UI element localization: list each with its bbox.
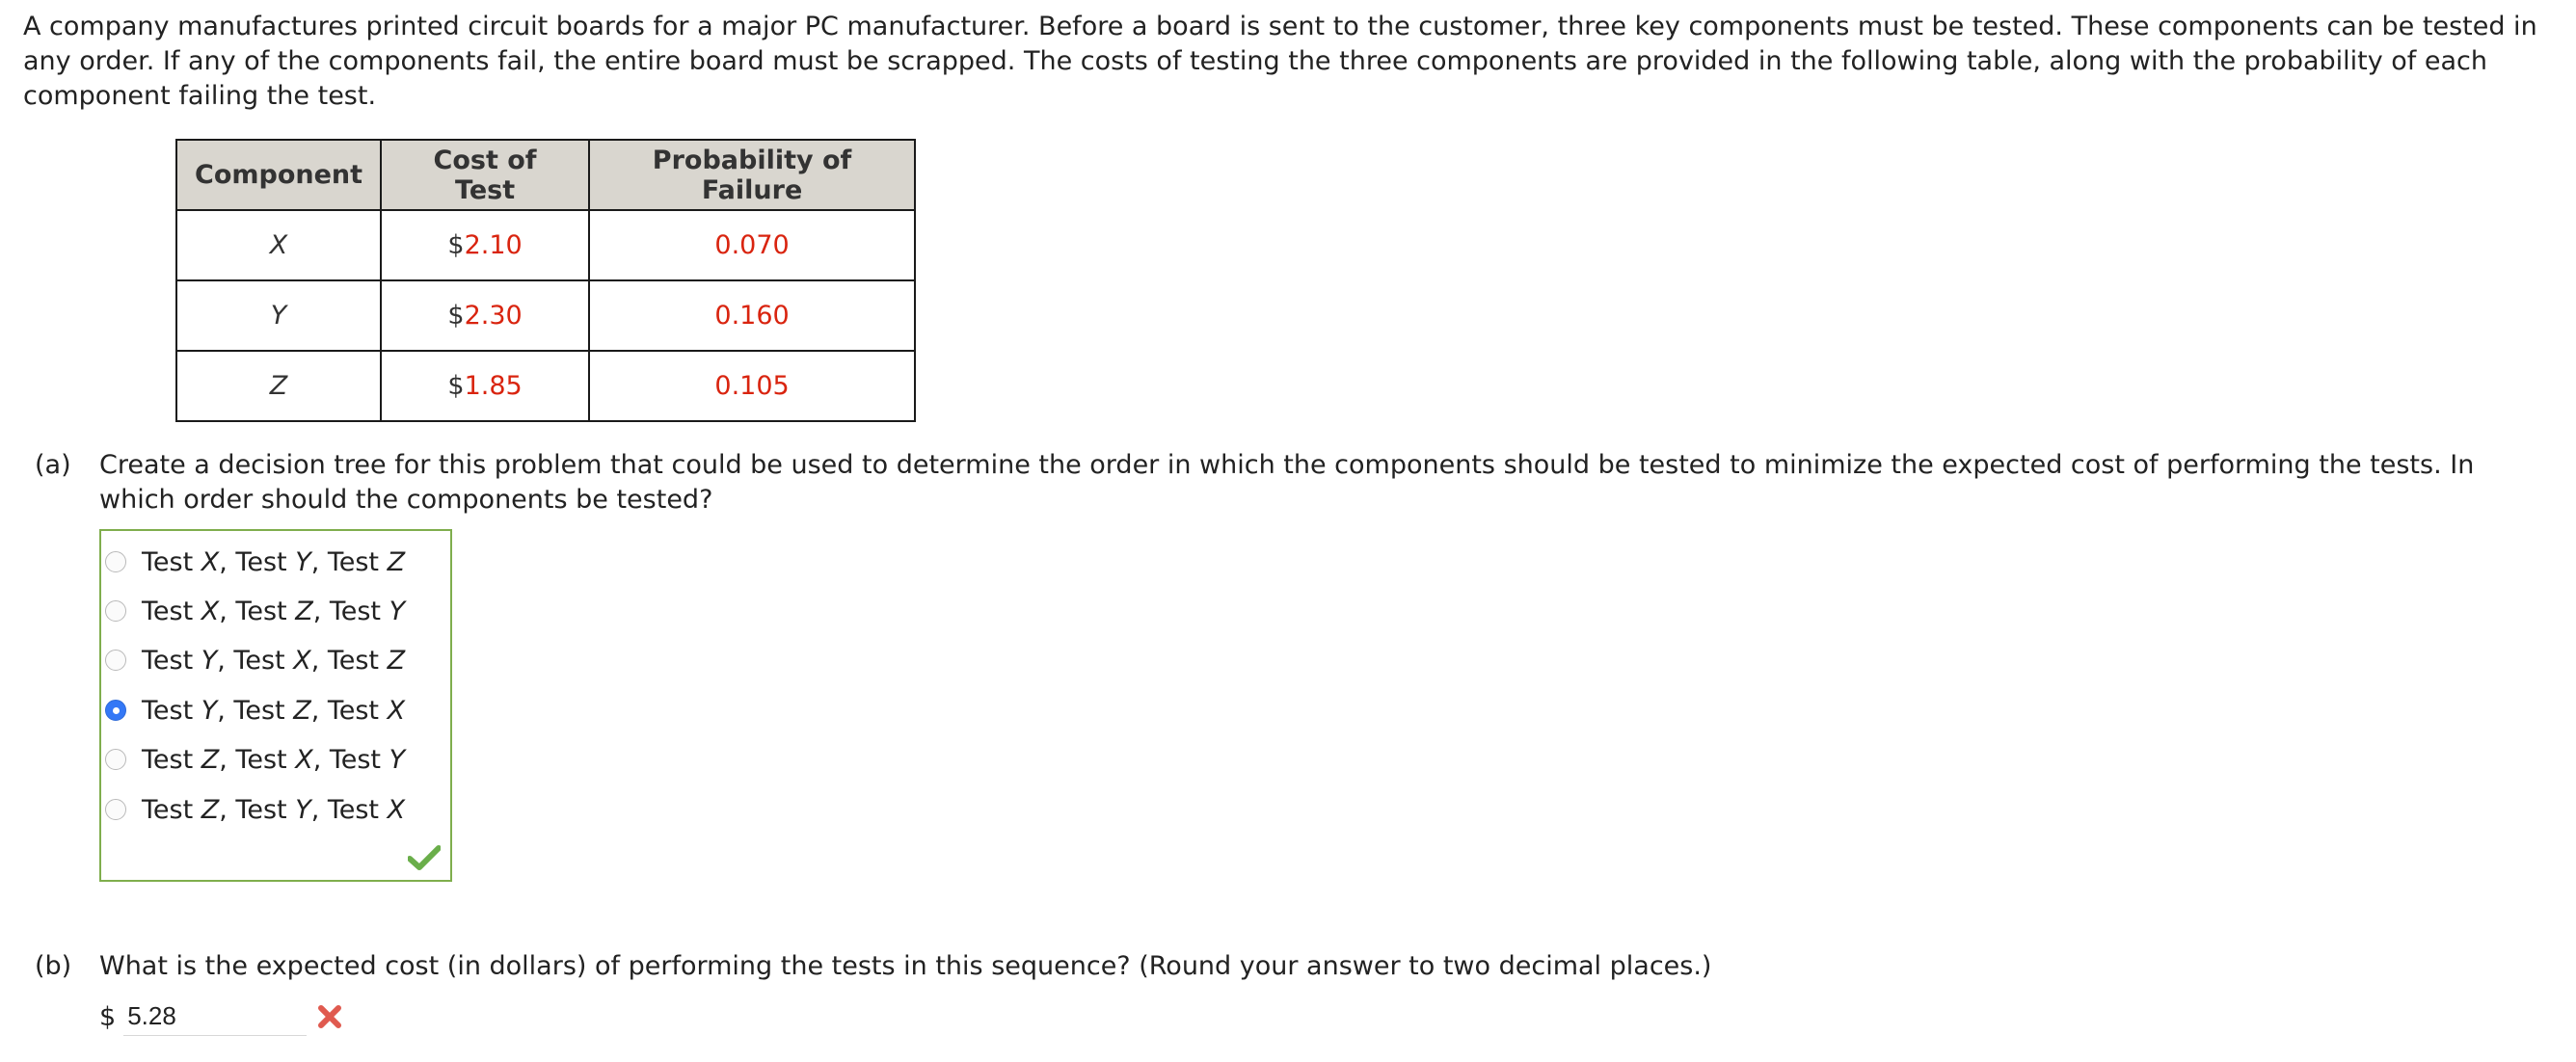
option-test-y-z-x[interactable] xyxy=(105,689,443,731)
component-test-table xyxy=(175,139,916,422)
part-a-question: Create a decision tree for this problem that could be used to determine the order in which the components should be tested to minimize the expected cost of performing the tests. In which order should the components be tested? xyxy=(99,450,2475,515)
option-label: Test X, Test Y, Test Z xyxy=(142,546,406,577)
cost-value: 1.85 xyxy=(464,371,523,401)
option-test-x-z-y[interactable] xyxy=(105,590,443,632)
expected-cost-input[interactable] xyxy=(123,997,307,1036)
option-label: Test X, Test Z, Test Y xyxy=(142,596,406,626)
header-cost-of-test: Cost of Test xyxy=(381,140,589,210)
option-test-z-y-x[interactable] xyxy=(105,788,443,831)
radio-button[interactable] xyxy=(105,650,126,671)
cost-currency: $ xyxy=(447,230,465,260)
radio-button[interactable] xyxy=(105,799,126,820)
component-cell xyxy=(176,351,381,421)
probability-cell xyxy=(589,280,915,351)
table-row xyxy=(176,210,915,280)
table-row xyxy=(176,351,915,421)
cost-cell xyxy=(381,210,589,280)
option-test-y-x-z[interactable] xyxy=(105,639,443,681)
component-name: Z xyxy=(269,371,288,401)
header-probability-of-failure: Probability of Failure xyxy=(589,140,915,210)
probability-cell xyxy=(589,210,915,280)
part-b-question: What is the expected cost (in dollars) of performing the tests in this sequence? (Round your answer to two decimal places.) xyxy=(99,951,1712,981)
probability-cell xyxy=(589,351,915,421)
part-b-tag: (b) xyxy=(35,951,72,981)
radio-button[interactable] xyxy=(105,600,126,622)
currency-symbol: $ xyxy=(99,1001,117,1032)
probability-value: 0.160 xyxy=(714,301,790,331)
part-a-tag: (a) xyxy=(35,450,71,480)
component-cell xyxy=(176,210,381,280)
cost-currency: $ xyxy=(447,301,465,331)
probability-value: 0.105 xyxy=(714,371,790,401)
problem-statement: A company manufactures printed circuit boards for a major PC manufacturer. Before a board is sent to the customer, three key components must be tested. These components can be tested in any order. If any of the components fail, the entire board must be scrapped. The costs of testing the three components are provided in the following table, along with the probability of each component failing the test. xyxy=(23,12,2537,111)
option-label: Test Z, Test X, Test Y xyxy=(142,744,406,775)
cost-value: 2.10 xyxy=(464,230,523,260)
component-name: Y xyxy=(270,301,287,331)
option-label: Test Y, Test X, Test Z xyxy=(142,645,406,676)
answer-options-box xyxy=(99,529,452,882)
option-test-x-y-z[interactable] xyxy=(105,541,443,583)
check-icon xyxy=(408,845,441,870)
header-component: Component xyxy=(176,140,381,210)
cost-currency: $ xyxy=(447,371,465,401)
part-b-answer-row xyxy=(99,996,343,1038)
component-cell xyxy=(176,280,381,351)
radio-button-selected[interactable] xyxy=(105,700,126,721)
option-label: Test Y, Test Z, Test X xyxy=(142,695,406,726)
option-test-z-x-y[interactable] xyxy=(105,738,443,781)
radio-button[interactable] xyxy=(105,551,126,572)
table-row xyxy=(176,280,915,351)
cost-value: 2.30 xyxy=(464,301,523,331)
component-name: X xyxy=(269,230,288,260)
radio-button[interactable] xyxy=(105,749,126,770)
table-header-row xyxy=(176,140,915,210)
cost-cell xyxy=(381,351,589,421)
probability-value: 0.070 xyxy=(714,230,790,260)
x-icon xyxy=(316,1003,343,1030)
option-label: Test Z, Test Y, Test X xyxy=(142,794,406,825)
cost-cell xyxy=(381,280,589,351)
